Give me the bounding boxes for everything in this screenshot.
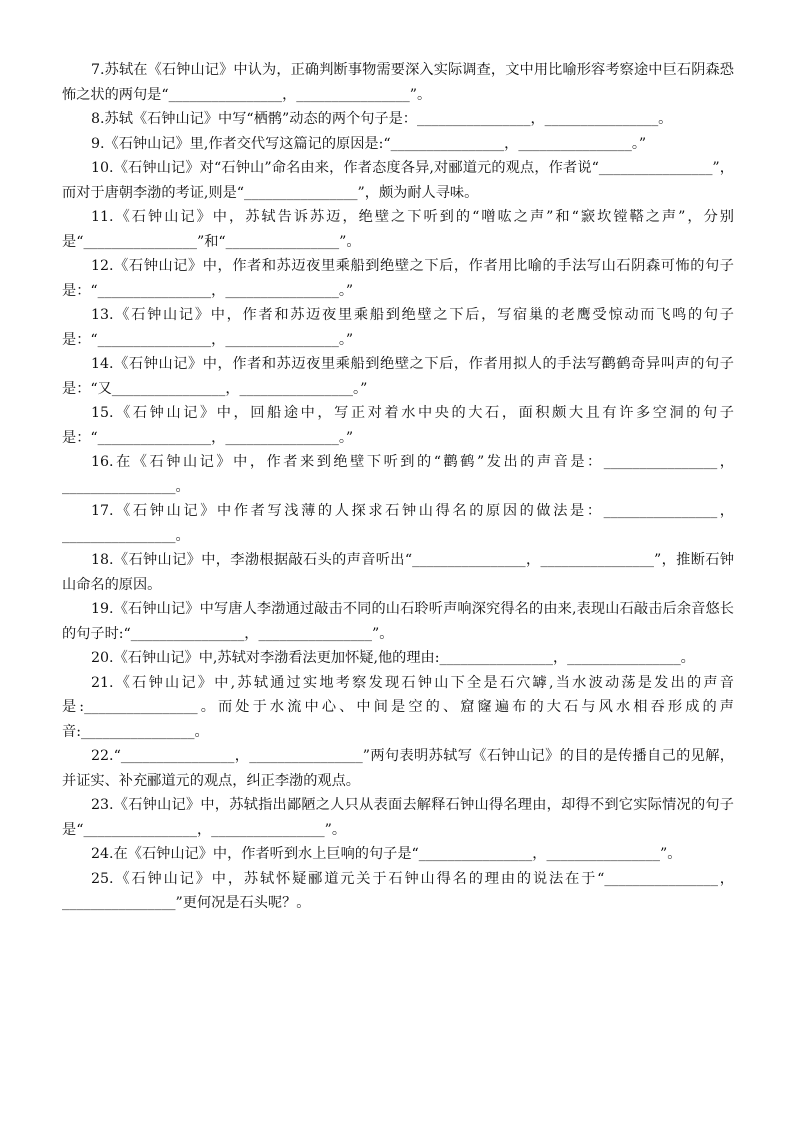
question-9 xyxy=(62,132,734,157)
question-23 xyxy=(62,793,734,842)
question-14 xyxy=(62,352,734,401)
question-text: 11.《石钟山记》中，苏轼告诉苏迈，绝壁之下听到的“噌吰之声”和“窾坎镗鞳之声”，分别是“________________”和“________________”。 xyxy=(62,209,734,250)
question-21 xyxy=(62,671,734,745)
question-text: 17.《石钟山记》中作者写浅薄的人探求石钟山得名的原因的做法是：________________，________________。 xyxy=(62,503,734,544)
question-text: 24.在《石钟山记》中，作者听到水上巨响的句子是“________________，________________”。 xyxy=(91,846,682,862)
question-12 xyxy=(62,254,734,303)
question-text: 18.《石钟山记》中，李渤根据敲石头的声音听出“________________，________________”，推断石钟山命名的原因。 xyxy=(62,552,734,593)
question-text: 22.“________________，________________”两句表明苏轼写《石钟山记》的目的是传播自己的见解，并证实、补充郦道元的观点，纠正李渤的观点。 xyxy=(62,748,734,789)
question-20 xyxy=(62,646,734,671)
question-text: 15.《石钟山记》中，回船途中，写正对着水中央的大石，面积颇大且有许多空洞的句子是：“________________，________________。” xyxy=(62,405,734,446)
question-text: 13.《石钟山记》中，作者和苏迈夜里乘船到绝壁之下后，写宿巢的老鹰受惊动而飞鸣的句子是：“________________，________________。” xyxy=(62,307,734,348)
question-17 xyxy=(62,499,734,548)
question-text: 16.在《石钟山记》中，作者来到绝壁下听到的“鹳鹤”发出的声音是：________________，________________。 xyxy=(62,454,734,495)
question-18 xyxy=(62,548,734,597)
question-text: 23.《石钟山记》中，苏轼指出鄙陋之人只从表面去解释石钟山得名理由，却得不到它实际情况的句子是“________________，________________”。 xyxy=(62,797,734,838)
question-text: 20.《石钟山记》中,苏轼对李渤看法更加怀疑,他的理由:________________，________________。 xyxy=(91,650,695,666)
question-text: 21.《石钟山记》中,苏轼通过实地考察发现石钟山下全是石穴罅,当水波动荡是发出的声音是:________________。而处于水流中心、中间是空的、窟窿遍布的大石与风水相吞形成的声音:________________。 xyxy=(62,674,734,740)
question-text: 7.苏轼在《石钟山记》中认为，正确判断事物需要深入实际调查，文中用比喻形容考察途中巨石阴森恐怖之状的两句是“________________，________________”。 xyxy=(62,62,734,103)
question-24 xyxy=(62,842,734,867)
question-11 xyxy=(62,205,734,254)
question-text: 9.《石钟山记》里,作者交代写这篇记的原因是:“________________，________________。” xyxy=(91,135,647,152)
question-8 xyxy=(62,107,734,132)
question-25 xyxy=(62,867,734,916)
question-13 xyxy=(62,303,734,352)
question-19 xyxy=(62,597,734,646)
question-text: 14.《石钟山记》中，作者和苏迈夜里乘船到绝壁之下后，作者用拟人的手法写鹳鹤奇异叫声的句子是：“又________________，________________。” xyxy=(62,356,734,397)
question-16 xyxy=(62,450,734,499)
question-text: 10.《石钟山记》对“石钟山”命名由来，作者态度各异,对郦道元的观点，作者说“________________”，而对于唐朝李渤的考证,则是“________________”，颇为耐人寻味。 xyxy=(62,160,734,201)
question-text: 25.《石钟山记》中，苏轼怀疑郦道元关于石钟山得名的理由的说法在于“________________，________________”更何况是石头呢？。 xyxy=(62,870,734,911)
question-text: 8.苏轼《石钟山记》中写“栖鹘”动态的两个句子是：________________，________________。 xyxy=(91,111,673,127)
question-text: 19.《石钟山记》中写唐人李渤通过敲击不同的山石聆听声响深究得名的由来,表现山石敲击后余音悠长的句子时:“________________，________________”。 xyxy=(62,601,734,642)
question-7 xyxy=(62,58,734,107)
question-10 xyxy=(62,156,734,205)
question-list xyxy=(62,58,734,916)
question-text: 12.《石钟山记》中，作者和苏迈夜里乘船到绝壁之下后，作者用比喻的手法写山石阴森可怖的句子是：“________________，________________。” xyxy=(62,258,734,299)
question-15 xyxy=(62,401,734,450)
question-22 xyxy=(62,744,734,793)
